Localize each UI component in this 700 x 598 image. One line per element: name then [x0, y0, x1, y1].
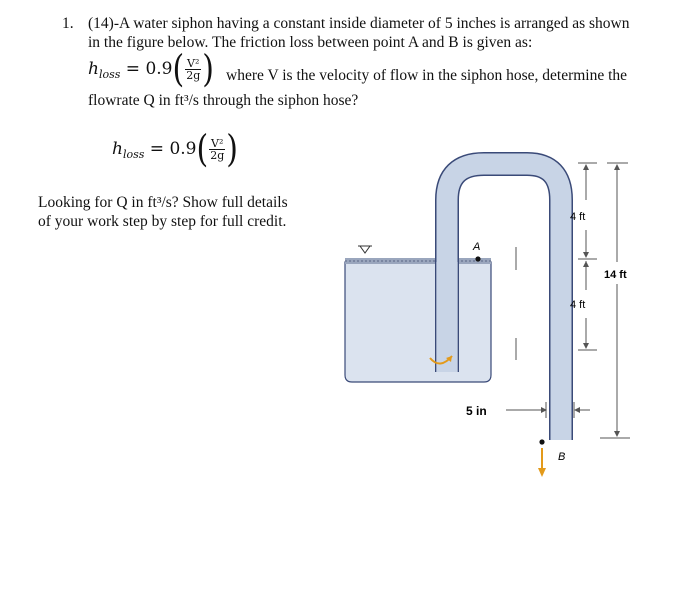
- instructions-line-1: Looking for Q in ft³/s? Show full details: [38, 194, 288, 211]
- surface-marker-icon: [360, 246, 370, 253]
- loss-equation-inline: $h_{loss} = 0.9$( $\frac{\text{V²}}{2g}$ ): [88, 47, 214, 91]
- eq2-coef: = 0.9: [149, 139, 197, 159]
- eq2-sub: loss: [122, 148, 145, 161]
- point-b-marker: [539, 439, 544, 444]
- loss-equation-display: $h_{loss} = 0.9$( $\frac{\text{V²}}{2g}$ ): [112, 127, 238, 171]
- eq-lhs: h: [88, 59, 99, 79]
- eq-den: 2g: [186, 69, 201, 82]
- problem-line-3: flowrate Q in ft³/s through the siphon hose?: [88, 92, 359, 109]
- instructions-line-2: of your work step by step for full credit.: [38, 213, 287, 230]
- outlet-arrow-icon: [538, 468, 546, 477]
- problem-number: 1.: [62, 15, 74, 32]
- eq-num: V²: [187, 57, 200, 70]
- eq-tail-text: where V is the velocity of flow in the siphon hose, determine the: [226, 67, 628, 84]
- dim-4ft-top: 4 ft: [570, 211, 586, 223]
- problem-line-2: in the figure below. The friction loss between point A and B is given as:: [88, 34, 533, 51]
- point-a-marker: [475, 256, 480, 261]
- point-a-label: A: [473, 241, 481, 253]
- eq2-den: 2g: [210, 149, 225, 162]
- point-b-label: B: [558, 451, 566, 463]
- tank-water: [345, 262, 491, 382]
- problem-line-1: (14)-A water siphon having a constant inside diameter of 5 inches is arranged as shown: [88, 15, 630, 32]
- eq2-num: V²: [211, 137, 224, 150]
- eq-sub: loss: [98, 68, 121, 81]
- dim-4ft-mid: 4 ft: [570, 299, 586, 311]
- dim-14ft: 14 ft: [604, 269, 627, 281]
- eq2-lhs: h: [112, 139, 123, 159]
- eq-coef: = 0.9: [125, 59, 173, 79]
- dim-5in: 5 in: [466, 404, 487, 418]
